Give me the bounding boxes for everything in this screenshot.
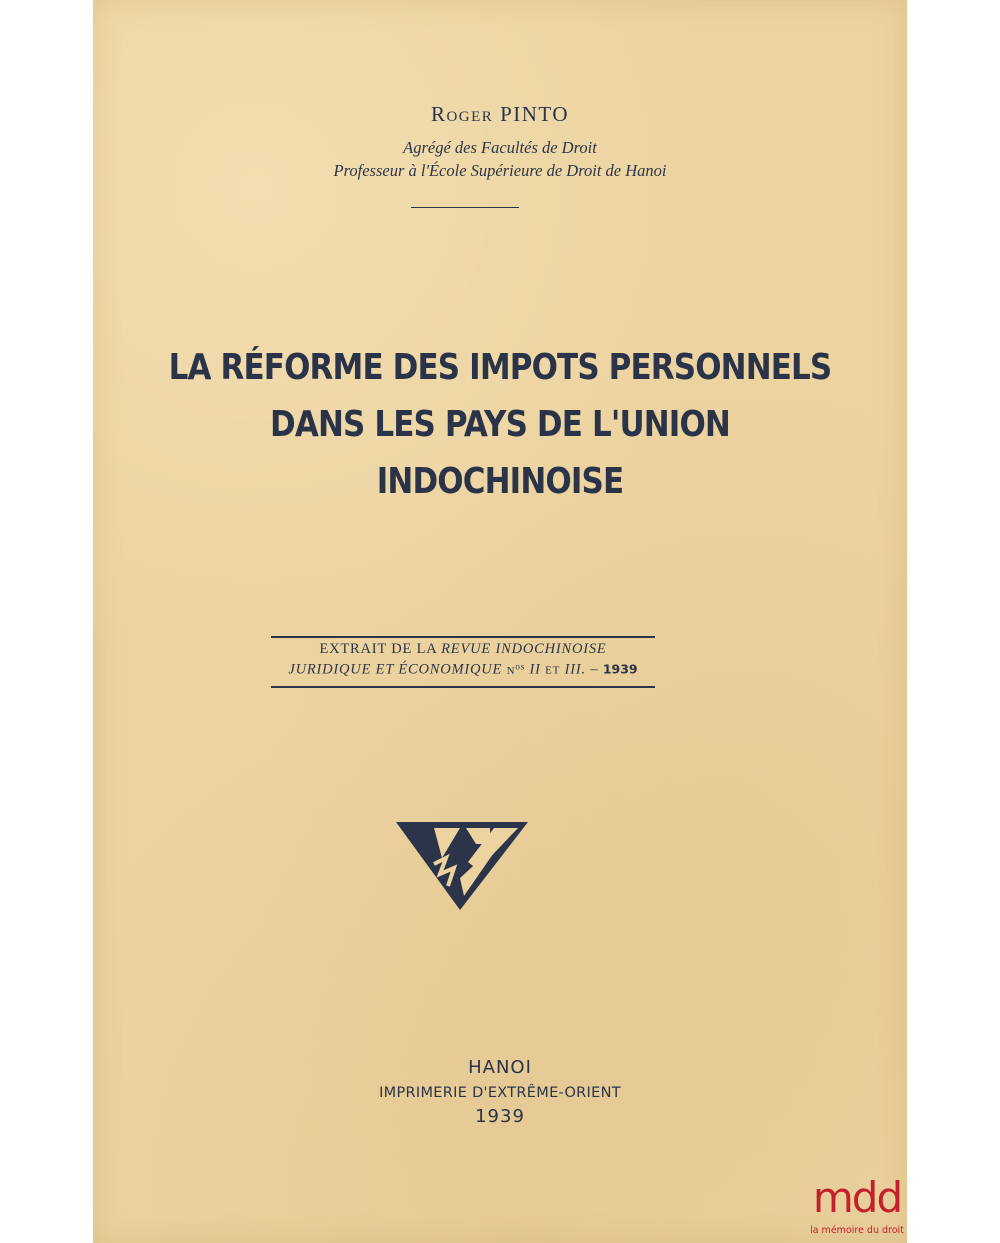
extract-bottom-rule bbox=[271, 686, 655, 689]
publisher-emblem-icon bbox=[394, 818, 532, 912]
author-divider bbox=[411, 207, 519, 208]
extract-line-2 bbox=[271, 661, 655, 679]
publication-year: 1939 bbox=[475, 1106, 525, 1127]
journal-title-part-2: JURIDIQUE ET ÉCONOMIQUE bbox=[288, 661, 503, 678]
title-line-1: LA RÉFORME DES IMPOTS PERSONNELS bbox=[168, 347, 832, 388]
author-credential-2: Professeur à l'École Supérieure de Droit de Hanoi bbox=[333, 161, 667, 180]
journal-title-part-1: REVUE INDOCHINOISE bbox=[441, 641, 607, 657]
extract-notice bbox=[271, 636, 655, 689]
author-name bbox=[93, 102, 907, 127]
author-first-name: Roger bbox=[430, 102, 494, 126]
mdd-watermark-logo bbox=[807, 1175, 907, 1243]
issue-number-a: II bbox=[529, 661, 541, 678]
issue-conjunction: ET bbox=[545, 664, 561, 677]
issue-number-b: III. bbox=[564, 661, 586, 678]
publisher-city: HANOI bbox=[468, 1057, 532, 1078]
issue-abbrev-n: N bbox=[506, 664, 516, 677]
mdd-logo-text: mdd bbox=[812, 1173, 902, 1222]
author-credential-1: Agrégé des Facultés de Droit bbox=[403, 138, 597, 157]
extract-top-rule bbox=[271, 636, 655, 639]
mdd-tagline: la mémoire du droit bbox=[810, 1225, 904, 1236]
extract-line-1 bbox=[271, 641, 655, 658]
publisher-name: IMPRIMERIE D'EXTRÊME-ORIENT bbox=[379, 1085, 621, 1101]
issue-abbrev-sup: os bbox=[515, 661, 525, 671]
title-line-2: DANS LES PAYS DE L'UNION bbox=[270, 404, 730, 445]
author-last-name: PINTO bbox=[500, 102, 570, 126]
title-line-3: INDOCHINOISE bbox=[376, 461, 624, 502]
extract-year: 1939 bbox=[602, 661, 638, 677]
issue-abbrev bbox=[506, 661, 525, 677]
issue-dash: – bbox=[585, 661, 603, 678]
extract-prefix: EXTRAIT DE LA bbox=[319, 641, 437, 657]
book-cover bbox=[93, 0, 907, 1243]
